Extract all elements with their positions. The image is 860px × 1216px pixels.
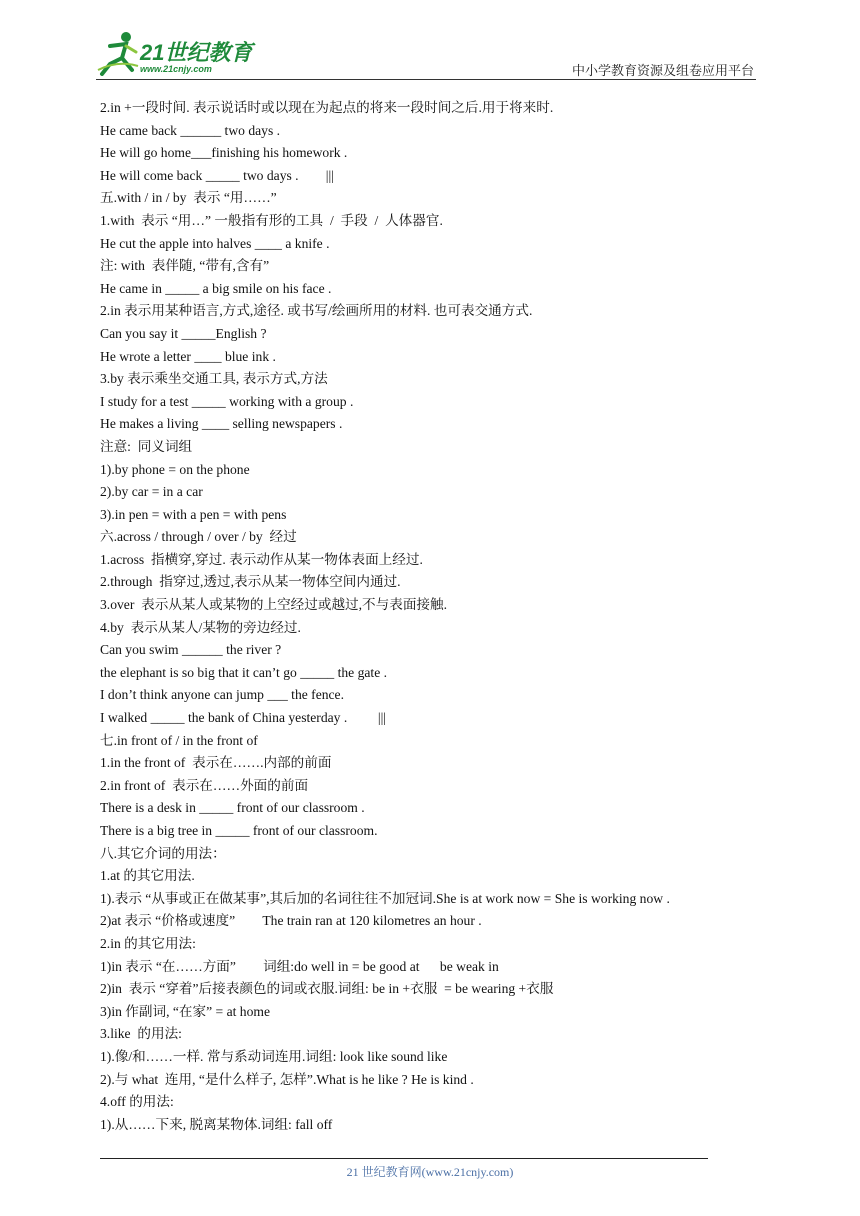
text-line: 注: with 表伴随, “带有,含有”: [100, 258, 270, 274]
text-line: 八.其它介词的用法：: [100, 845, 226, 861]
text-line: He will come back _____ two days . |||: [100, 167, 334, 183]
text-line: He will go home___finishing his homework .: [100, 145, 348, 161]
logo-text: 21世纪教育: [140, 40, 253, 65]
text-line: 1).by phone = on the phone: [100, 461, 250, 477]
text-line: 3.over 表示从某人或某物的上空经过或越过,不与表面接触.: [100, 597, 448, 613]
text-line: 1.across 指横穿,穿过. 表示动作从某一物体表面上经过.: [100, 551, 423, 567]
text-line: There is a desk in _____ front of our classroom .: [100, 800, 365, 816]
text-line: 2)at 表示 “价格或速度” The train ran at 120 kilometres an hour .: [100, 913, 482, 929]
text-line: I walked _____ the bank of China yesterday . |||: [100, 710, 387, 726]
text-line: He makes a living ____ selling newspapers .: [100, 416, 343, 432]
text-line: Can you swim ______ the river ?: [100, 642, 282, 658]
text-line: 1.in the front of 表示在…….内部的前面: [100, 755, 332, 771]
text-line: 1).像/和……一样. 常与系动词连用.词组: look like sound like: [100, 1048, 448, 1064]
text-line: There is a big tree in _____ front of our classroom.: [100, 823, 378, 838]
text-line: 2.through 指穿过,透过,表示从某一物体空间内通过.: [100, 574, 401, 590]
text-line: 1.with 表示 “用…” 一般指有形的工具 / 手段 / 人体器官.: [100, 212, 443, 228]
text-line: He wrote a letter ____ blue ink .: [100, 348, 276, 364]
runner-icon: [96, 30, 140, 76]
text-line: 3.by 表示乘坐交通工具, 表示方式,方法: [100, 371, 328, 387]
text-line: 五.with / in / by 表示 “用……”: [100, 190, 277, 206]
text-line: I don’t think anyone can jump ___ the fence.: [100, 687, 344, 703]
platform-name: 中小学教育资源及组卷应用平台: [571, 64, 754, 79]
logo-url: www.21cnjy.com: [140, 64, 212, 74]
text-line: 4.by 表示从某人/某物的旁边经过.: [100, 619, 301, 635]
text-line: the elephant is so big that it can’t go _____ the gate .: [100, 664, 388, 680]
text-line: 注意: 同义词组: [100, 438, 193, 454]
site-logo[interactable]: [96, 30, 266, 80]
text-line: He came back ______ two days .: [100, 122, 281, 138]
text-line: 2.in 的其它用法:: [100, 935, 196, 951]
text-line: 3)in 作副词, “在家” = at home: [100, 1003, 271, 1019]
text-line: 六.across / through / over / by 经过: [100, 529, 297, 545]
document-body: [100, 97, 760, 1136]
text-line: 2.in +一段时间. 表示说话时或以现在为起点的将来一段时间之后.用于将来时.: [100, 100, 554, 115]
text-line: 3).in pen = with a pen = with pens: [100, 506, 287, 522]
text-line: I study for a test _____ working with a group .: [100, 393, 354, 409]
footer-divider: [100, 1158, 708, 1159]
text-line: Can you say it _____English ?: [100, 325, 267, 341]
text-line: 2)in 表示 “穿着”后接表颜色的词或衣服.词组: be in +衣服 = be wearing +衣服: [100, 981, 554, 997]
text-line: 3.like 的用法:: [100, 1026, 182, 1042]
text-line: 2.in 表示用某种语言,方式,途径. 或书写/绘画所用的材料. 也可表交通方式.: [100, 303, 533, 319]
text-line: He cut the apple into halves ____ a knife .: [100, 235, 330, 251]
text-line: 2.in front of 表示在……外面的前面: [100, 777, 309, 793]
text-line: 2).与 what 连用, “是什么样子, 怎样”.What is he like ? He is kind .: [100, 1071, 474, 1087]
text-line: 1).从……下来, 脱离某物体.词组: fall off: [100, 1116, 333, 1132]
text-line: 1)in 表示 “在……方面” 词组:do well in = be good at be weak in: [100, 958, 499, 974]
text-line: 4.off 的用法:: [100, 1094, 174, 1110]
footer-link[interactable]: 21 世纪教育网(www.21cnjy.com): [346, 1165, 514, 1179]
text-line: He came in _____ a big smile on his face .: [100, 280, 332, 296]
header-divider: [96, 79, 756, 80]
text-line: 1).表示 “从事或正在做某事”,其后加的名词往往不加冠词.She is at work now = She is working now .: [100, 890, 670, 906]
page-header: [0, 0, 860, 82]
text-line: 1.at 的其它用法.: [100, 868, 195, 884]
text-line: 七.in front of / in the front of: [100, 732, 258, 748]
text-line: 2).by car = in a car: [100, 484, 203, 500]
